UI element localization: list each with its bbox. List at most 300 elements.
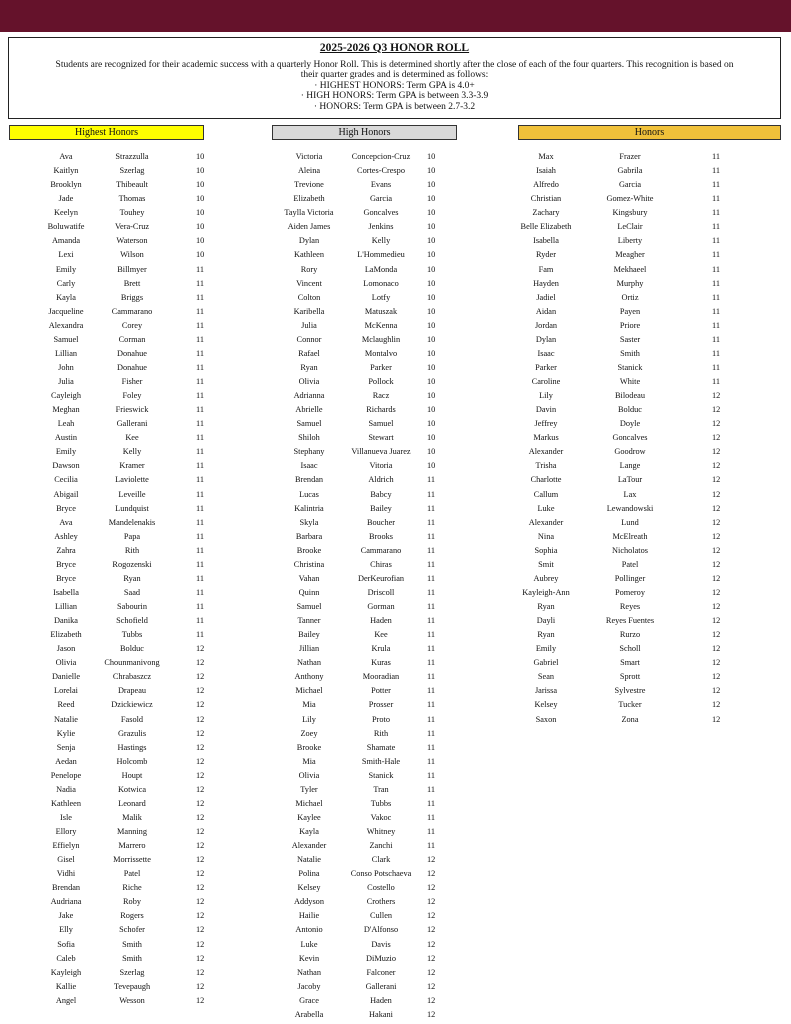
grade: 12	[712, 587, 721, 597]
first-name: Lexi	[58, 250, 74, 260]
last-name: Samuel	[368, 419, 394, 429]
grade: 12	[196, 953, 205, 963]
student-row	[0, 741, 260, 755]
student-row	[260, 291, 520, 305]
last-name: Cammarano	[360, 545, 402, 555]
first-name: Emily	[535, 644, 557, 654]
grade: 11	[196, 334, 204, 344]
grade: 12	[196, 686, 205, 696]
student-row	[0, 530, 260, 544]
student-row	[520, 558, 780, 572]
student-row	[260, 234, 520, 248]
last-name: Cammarano	[111, 306, 153, 316]
grade: 10	[427, 222, 436, 232]
first-name: Julia	[58, 377, 74, 386]
first-name: Hayden	[533, 278, 559, 288]
first-name: Meghan	[52, 405, 80, 415]
student-row	[0, 994, 260, 1008]
student-row	[0, 417, 260, 431]
info-box	[8, 37, 781, 119]
last-name: Tubbs	[121, 630, 143, 640]
student-row	[0, 614, 260, 628]
student-row	[520, 445, 780, 459]
grade: 11	[196, 461, 204, 471]
grade: 10	[427, 292, 436, 302]
first-name: Vahan	[298, 573, 320, 583]
grade: 10	[196, 152, 205, 161]
student-row	[260, 881, 520, 895]
student-row	[520, 220, 780, 234]
student-row	[0, 783, 260, 797]
last-name: Krula	[371, 644, 391, 654]
first-name: Kayla	[56, 292, 76, 302]
grade: 11	[427, 475, 435, 485]
last-name: Donahue	[117, 348, 147, 358]
first-name: Angel	[55, 995, 77, 1005]
student-row	[260, 473, 520, 487]
last-name: Thibeault	[116, 180, 148, 190]
student-row	[0, 656, 260, 670]
student-row	[260, 361, 520, 375]
student-row	[0, 881, 260, 895]
student-row	[0, 966, 260, 980]
student-row	[260, 389, 520, 403]
first-name: Samuel	[296, 419, 322, 429]
first-name: Skyla	[299, 517, 319, 527]
first-name: Reed	[57, 700, 75, 710]
last-name: Clark	[371, 855, 391, 865]
first-name: Alexander	[528, 447, 564, 457]
student-row	[520, 530, 780, 544]
first-name: Olivia	[298, 377, 320, 386]
grade: 11	[427, 587, 435, 597]
student-row	[0, 811, 260, 825]
student-row	[0, 544, 260, 558]
first-name: Tyler	[300, 784, 318, 794]
student-row	[0, 403, 260, 417]
last-name: Nicholatos	[612, 545, 648, 555]
student-row	[0, 797, 260, 811]
last-name: Rith	[373, 728, 389, 738]
first-name: Isaac	[300, 461, 318, 471]
grade: 11	[196, 616, 204, 626]
student-row	[520, 544, 780, 558]
first-name: Lillian	[54, 602, 78, 611]
grade: 11	[712, 250, 720, 260]
first-name: Smit	[538, 559, 554, 569]
grade: 11	[427, 742, 435, 752]
grade: 10	[196, 208, 205, 218]
grade: 10	[427, 362, 436, 372]
last-name: LeClair	[617, 222, 643, 232]
last-name: Shamate	[366, 742, 396, 752]
last-name: Waterson	[116, 236, 148, 246]
student-row	[0, 600, 260, 614]
student-row	[260, 670, 520, 684]
grade: 12	[427, 925, 436, 935]
student-row	[260, 347, 520, 361]
student-row	[0, 459, 260, 473]
last-name: Matuszak	[364, 306, 398, 316]
last-name: Rogers	[120, 911, 144, 921]
grade: 12	[427, 1009, 436, 1019]
first-name: Davin	[535, 405, 557, 415]
first-name: Alfredo	[533, 180, 559, 190]
first-name: Ava	[59, 517, 73, 527]
first-name: Ava	[59, 152, 73, 161]
student-row	[0, 938, 260, 952]
last-name: Smart	[620, 658, 640, 668]
last-name: Gallerani	[365, 981, 397, 991]
student-row	[520, 164, 780, 178]
grade: 10	[427, 433, 436, 443]
grade: 11	[712, 377, 720, 386]
student-row	[260, 952, 520, 966]
first-name: Isabella	[533, 236, 559, 246]
grade: 11	[427, 630, 435, 640]
last-name: Prosser	[368, 700, 394, 710]
first-name: Dylan	[535, 334, 557, 344]
student-row	[520, 684, 780, 698]
student-row	[520, 389, 780, 403]
first-name: Nathan	[297, 658, 321, 668]
first-name: Nina	[537, 531, 555, 541]
grade: 11	[427, 503, 435, 513]
last-name: Mandelenakis	[108, 517, 156, 527]
first-name: Leah	[57, 419, 75, 429]
grade: 12	[427, 883, 436, 893]
first-name: Abrielle	[295, 405, 323, 415]
last-name: Costello	[367, 883, 395, 893]
last-name: McKenna	[364, 320, 398, 330]
grade: 10	[196, 194, 205, 204]
last-name: Aldrich	[368, 475, 394, 485]
grade: 12	[712, 714, 721, 724]
grade: 11	[196, 447, 204, 457]
first-name: Christina	[293, 559, 325, 569]
student-row	[260, 263, 520, 277]
first-name: Tanner	[297, 616, 321, 626]
first-name: Kevin	[298, 953, 320, 963]
first-name: Caroline	[531, 377, 561, 386]
student-row	[520, 516, 780, 530]
student-row	[260, 755, 520, 769]
grade: 10	[427, 194, 436, 204]
first-name: Carly	[56, 278, 76, 288]
student-row	[520, 291, 780, 305]
criteria-high: · HIGH HONORS: Term GPA is between 3.3-3.9	[300, 91, 489, 102]
student-row	[260, 966, 520, 980]
last-name: Smith	[122, 953, 142, 963]
grade: 12	[427, 939, 436, 949]
grade: 12	[712, 545, 721, 555]
last-name: Pomeroy	[615, 587, 645, 597]
student-row	[0, 586, 260, 600]
last-name: McElreath	[612, 531, 648, 541]
last-name: Zona	[621, 714, 639, 724]
grade: 11	[196, 545, 204, 555]
last-name: Chrabaszcz	[112, 672, 152, 682]
last-name: Kuras	[371, 658, 391, 668]
first-name: Taylla Victoria	[284, 208, 334, 218]
first-name: Keelyn	[54, 208, 78, 218]
grade: 12	[712, 672, 721, 682]
last-name: Richards	[366, 405, 396, 415]
grade: 11	[427, 728, 435, 738]
first-name: Aiden James	[287, 222, 331, 232]
grade: 11	[196, 419, 204, 429]
student-row	[520, 333, 780, 347]
grade: 11	[427, 602, 435, 611]
student-row	[0, 642, 260, 656]
student-row	[260, 445, 520, 459]
student-row	[520, 459, 780, 473]
student-row	[260, 656, 520, 670]
last-name: Mekhaeel	[613, 264, 647, 274]
first-name: Alexandra	[48, 320, 84, 330]
first-name: Sophia	[534, 545, 558, 555]
grade: 11	[196, 292, 204, 302]
grade: 10	[427, 264, 436, 274]
last-name: Smith-Hale	[361, 756, 401, 766]
student-row	[260, 417, 520, 431]
grade: 12	[196, 939, 205, 949]
last-name: Gomez-White	[606, 194, 654, 204]
last-name: Conso Potschaeva	[350, 869, 412, 879]
student-row	[260, 783, 520, 797]
first-name: Dawson	[52, 461, 80, 471]
grade: 11	[712, 348, 720, 358]
grade: 11	[712, 194, 720, 204]
student-row	[260, 938, 520, 952]
first-name: Dayli	[536, 616, 556, 626]
last-name: Szerlag	[119, 967, 145, 977]
last-name: Bolduc	[618, 405, 642, 415]
last-name: Brooks	[369, 531, 393, 541]
grade: 12	[427, 869, 436, 879]
last-name: Vakoc	[370, 812, 392, 822]
grade: 11	[427, 827, 435, 836]
first-name: Elizabeth	[50, 630, 82, 640]
grade: 12	[427, 911, 436, 921]
last-name: Schofer	[119, 925, 145, 935]
last-name: Doyle	[619, 419, 641, 429]
grade: 11	[712, 320, 720, 330]
grade: 12	[196, 995, 205, 1005]
first-name: Jacqueline	[48, 306, 84, 316]
last-name: Goodrow	[614, 447, 646, 457]
last-name: DiMuzio	[366, 953, 396, 963]
last-name: Vera-Cruz	[114, 222, 150, 232]
last-name: Houpt	[121, 770, 143, 780]
first-name: Markus	[533, 433, 559, 443]
last-name: Falconer	[366, 967, 396, 977]
student-row	[260, 980, 520, 994]
grade: 10	[427, 419, 436, 429]
first-name: Kallie	[55, 981, 77, 991]
grade: 12	[196, 981, 205, 991]
grade: 11	[712, 222, 720, 232]
first-name: Caleb	[56, 953, 76, 963]
first-name: Ryan	[300, 362, 318, 372]
last-name: Smith	[620, 348, 640, 358]
first-name: Alexander	[528, 517, 564, 527]
first-name: Sofia	[57, 939, 75, 949]
first-name: Zoey	[300, 728, 318, 738]
grade: 11	[427, 573, 435, 583]
last-name: Vitoria	[369, 461, 393, 471]
grade: 11	[196, 517, 204, 527]
grade: 12	[196, 967, 205, 977]
grade: 11	[196, 503, 204, 513]
first-name: Aedan	[55, 756, 77, 766]
first-name: Jillian	[298, 644, 320, 654]
last-name: Zanchi	[369, 841, 393, 851]
last-name: Pollinger	[614, 573, 646, 583]
grade: 11	[427, 784, 435, 794]
last-name: Fasold	[120, 714, 144, 724]
student-row	[260, 713, 520, 727]
last-name: Malik	[122, 812, 142, 822]
description: Students are recognized for their academic success with a quarterly Honor Roll. This is determined shortly after the close of each of the four quarters. This recognition is based on their quarter grades and is determined as follows:	[55, 60, 734, 81]
last-name: Kee	[374, 630, 388, 640]
student-row	[0, 516, 260, 530]
first-name: Kayleigh	[50, 967, 82, 977]
last-name: Goncalves	[363, 208, 399, 218]
student-row	[0, 431, 260, 445]
student-row	[0, 825, 260, 839]
last-name: Crothers	[366, 897, 396, 907]
last-name: Tubbs	[370, 798, 392, 808]
student-row	[260, 586, 520, 600]
first-name: Ashley	[54, 531, 78, 541]
grade: 12	[712, 531, 721, 541]
grade: 12	[196, 925, 205, 935]
grade: 12	[196, 658, 205, 668]
grade: 10	[427, 377, 436, 386]
first-name: Kylie	[56, 728, 76, 738]
first-name: Jacoby	[297, 981, 321, 991]
first-name: Elly	[59, 925, 73, 935]
first-name: Gabriel	[533, 658, 559, 668]
grade: 11	[427, 714, 435, 724]
last-name: Rurzo	[619, 630, 641, 640]
grade: 11	[427, 798, 435, 808]
last-name: Kelly	[122, 447, 142, 457]
grade: 11	[196, 320, 204, 330]
grade: 12	[427, 855, 436, 865]
grade: 12	[712, 461, 721, 471]
first-name: Brooke	[296, 742, 322, 752]
student-row	[520, 403, 780, 417]
last-name: Kramer	[119, 461, 145, 471]
student-row	[520, 656, 780, 670]
grade: 10	[427, 306, 436, 316]
last-name: Patel	[621, 559, 639, 569]
student-row	[260, 600, 520, 614]
last-name: Driscoll	[367, 587, 395, 597]
grade: 12	[196, 841, 205, 851]
last-name: Stanick	[368, 770, 394, 780]
last-name: Kotwica	[117, 784, 147, 794]
student-row	[520, 234, 780, 248]
grade: 10	[427, 180, 436, 190]
student-row	[520, 713, 780, 727]
last-name: Roby	[123, 897, 141, 907]
last-name: Lotfy	[371, 292, 391, 302]
student-row	[520, 488, 780, 502]
student-row	[260, 333, 520, 347]
last-name: Touhey	[119, 208, 145, 218]
grade: 12	[196, 770, 205, 780]
last-name: Foley	[122, 391, 142, 401]
first-name: Lucas	[299, 489, 319, 499]
last-name: Grazulis	[117, 728, 147, 738]
student-row	[0, 502, 260, 516]
grade: 11	[196, 475, 204, 485]
first-name: Isaiah	[536, 166, 556, 176]
first-name: Colton	[297, 292, 321, 302]
student-row	[260, 403, 520, 417]
grade: 11	[427, 841, 435, 851]
student-row	[0, 698, 260, 712]
grade: 12	[712, 630, 721, 640]
last-name: Patel	[123, 869, 141, 879]
last-name: Gorman	[367, 602, 395, 611]
last-name: Papa	[123, 531, 141, 541]
last-name: Saster	[619, 334, 641, 344]
grade: 11	[427, 756, 435, 766]
first-name: Kelsey	[297, 883, 321, 893]
student-row	[260, 797, 520, 811]
student-row	[0, 206, 260, 220]
first-name: Vincent	[296, 278, 322, 288]
student-row	[260, 684, 520, 698]
grade: 10	[196, 166, 205, 176]
grade: 11	[427, 658, 435, 668]
last-name: Corey	[121, 320, 143, 330]
grade: 11	[196, 306, 204, 316]
first-name: Senja	[56, 742, 76, 752]
first-name: Bailey	[298, 630, 320, 640]
first-name: Jade	[58, 194, 74, 204]
first-name: Quinn	[298, 587, 320, 597]
student-row	[260, 488, 520, 502]
first-name: Anthony	[294, 672, 324, 682]
last-name: Garcia	[618, 180, 642, 190]
first-name: Olivia	[298, 770, 320, 780]
grade: 12	[712, 489, 721, 499]
grade: 10	[427, 166, 436, 176]
last-name: Lundquist	[115, 503, 149, 513]
grade: 11	[712, 278, 720, 288]
first-name: Hailie	[298, 911, 320, 921]
student-row	[260, 572, 520, 586]
last-name: Chiras	[370, 559, 392, 569]
first-name: Ryder	[536, 250, 556, 260]
student-row	[0, 713, 260, 727]
last-name: Payen	[619, 306, 641, 316]
student-row	[260, 909, 520, 923]
first-name: Brooke	[296, 545, 322, 555]
grade: 12	[196, 869, 205, 879]
first-name: Lily	[302, 714, 316, 724]
grade: 11	[196, 391, 204, 401]
student-row	[260, 811, 520, 825]
grade: 11	[712, 264, 720, 274]
first-name: Nathan	[297, 967, 321, 977]
grade: 12	[196, 812, 205, 822]
